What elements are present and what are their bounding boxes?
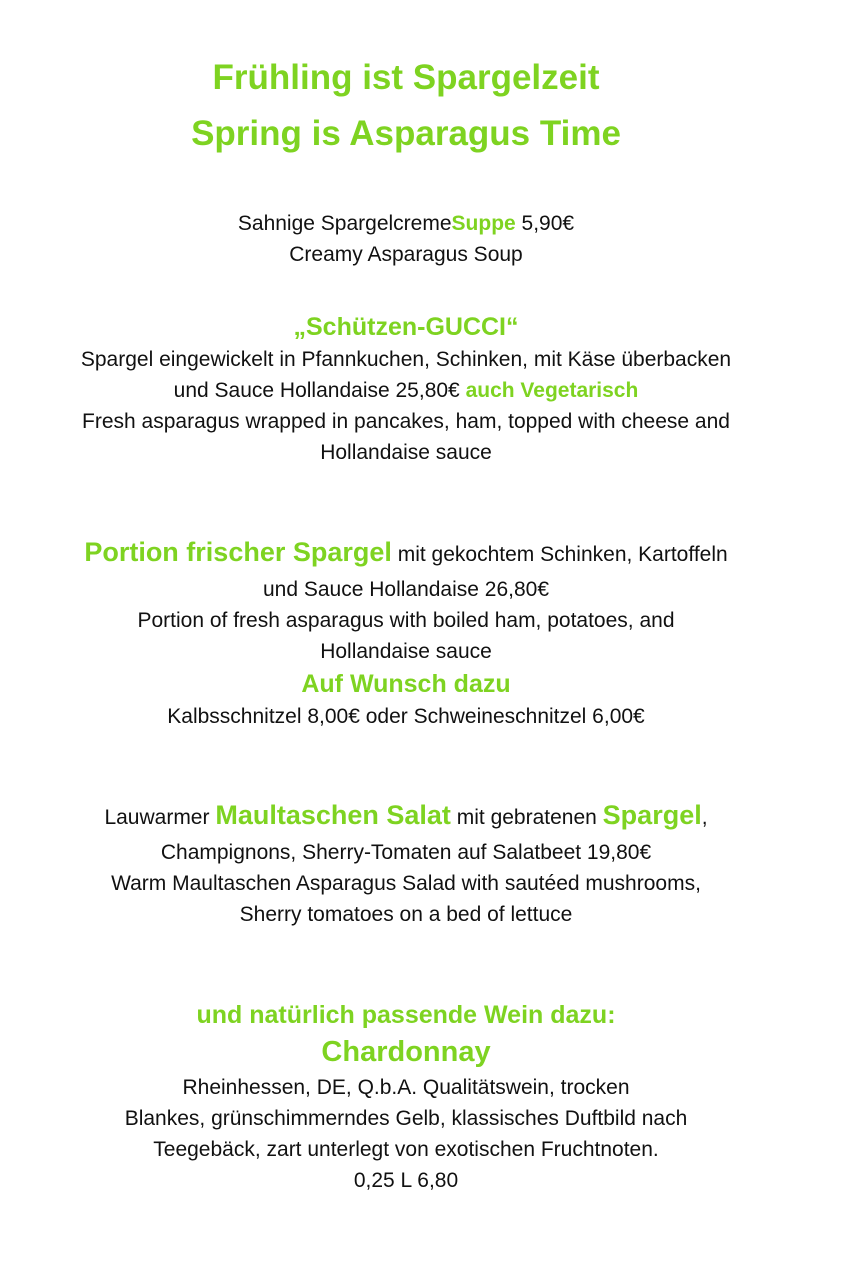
gucci-german-line-2 <box>0 375 812 406</box>
menu-title <box>0 50 812 162</box>
salad-german-line-2: Champignons, Sherry-Tomaten auf Salatbeet 19,80€ <box>160 841 652 864</box>
portion-section <box>0 533 812 732</box>
salad-section <box>0 796 812 930</box>
wine-price: 0,25 L 6,80 <box>353 1169 459 1192</box>
wine-origin: Rheinhessen, DE, Q.b.A. Qualitätswein, trocken <box>182 1076 630 1099</box>
soup-english-line: Creamy Asparagus Soup <box>289 243 523 266</box>
portion-highlight: Portion frischer Spargel <box>84 537 392 567</box>
title-english: Spring is Asparagus Time <box>191 114 621 153</box>
salad-highlight-maultaschen: Maultaschen Salat <box>215 800 451 830</box>
extra-heading: Auf Wunsch dazu <box>301 670 511 698</box>
soup-section <box>0 208 812 270</box>
portion-english-line-2: Hollandaise sauce <box>320 640 492 663</box>
salad-german-line-1 <box>0 796 812 837</box>
gucci-section <box>0 310 812 468</box>
salad-prefix: Lauwarmer <box>104 806 216 829</box>
salad-highlight-spargel: Spargel <box>602 800 702 830</box>
gucci-german-text: und Sauce Hollandaise 25,80€ <box>173 379 466 402</box>
portion-english-line-1: Portion of fresh asparagus with boiled ham, potatoes, and <box>137 609 675 632</box>
wine-name: Chardonnay <box>321 1036 491 1068</box>
title-german: Frühling ist Spargelzeit <box>212 58 600 97</box>
extra-line: Kalbsschnitzel 8,00€ oder Schweineschnitzel 6,00€ <box>167 705 645 728</box>
salad-middle: mit gebratenen <box>450 806 603 829</box>
salad-english-line-2: Sherry tomatoes on a bed of lettuce <box>239 903 573 926</box>
salad-suffix: , <box>701 806 708 829</box>
wine-heading: und natürlich passende Wein dazu: <box>196 1001 616 1029</box>
wine-description-2: Teegebäck, zart unterlegt von exotischen Fruchtnoten. <box>153 1138 659 1161</box>
gucci-german-line-1: Spargel eingewickelt in Pfannkuchen, Schinken, mit Käse überbacken <box>80 348 732 371</box>
soup-name-prefix: Sahnige Spargelcreme <box>237 212 452 235</box>
gucci-vegetarian-note: auch Vegetarisch <box>465 379 639 402</box>
portion-german-rest: mit gekochtem Schinken, Kartoffeln <box>391 543 728 566</box>
gucci-heading: „Schützen-GUCCI“ <box>293 313 519 341</box>
gucci-english-line-1: Fresh asparagus wrapped in pancakes, ham, topped with cheese and <box>82 410 730 433</box>
wine-description-1: Blankes, grünschimmerndes Gelb, klassisches Duftbild nach <box>124 1107 688 1130</box>
soup-price: 5,90€ <box>515 212 575 235</box>
portion-german-line-2: und Sauce Hollandaise 26,80€ <box>262 578 550 601</box>
gucci-english-line-2: Hollandaise sauce <box>320 441 492 464</box>
wine-section <box>0 998 812 1196</box>
soup-highlight: Suppe <box>451 212 516 235</box>
soup-german-line <box>0 208 812 239</box>
portion-german-line-1 <box>0 533 812 574</box>
salad-english-line-1: Warm Maultaschen Asparagus Salad with sautéed mushrooms, <box>111 872 701 895</box>
